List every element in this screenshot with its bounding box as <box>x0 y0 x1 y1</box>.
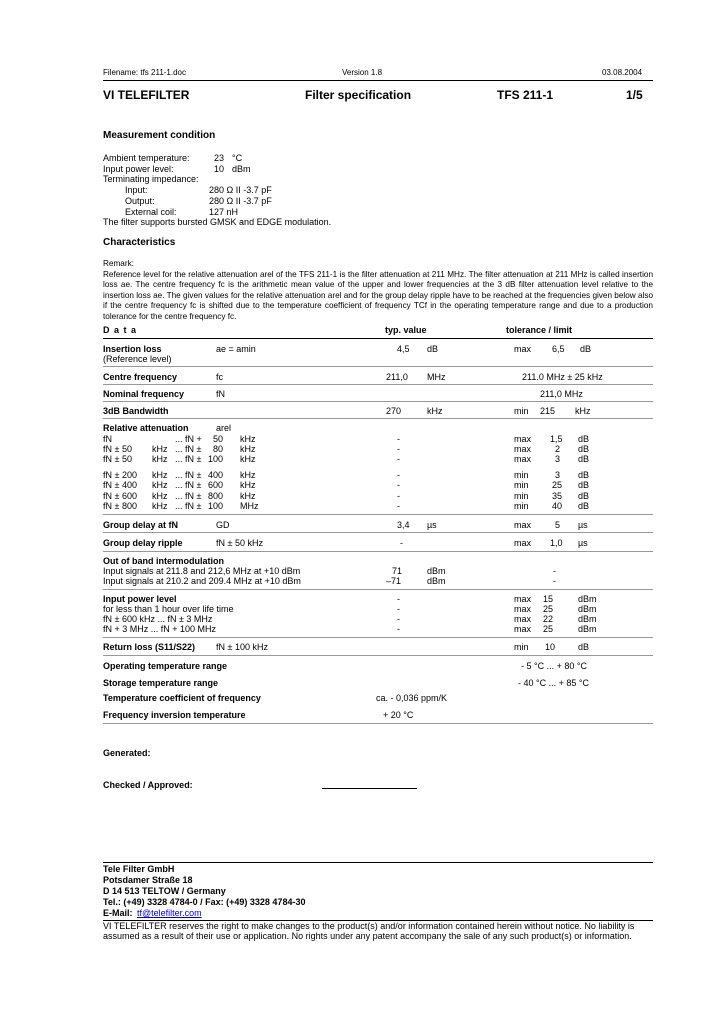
ambient-label: Ambient temperature: <box>103 153 190 163</box>
oob-row2-unit: dBm <box>427 576 446 586</box>
email-link[interactable]: tf@telefilter.com <box>137 908 202 918</box>
ipl-row2-limv: 25 <box>543 604 554 614</box>
email-label: E-Mail: <box>103 908 133 918</box>
rel-att-row1-d: kHz <box>240 434 256 444</box>
ipl-row1-typ: - <box>397 594 400 604</box>
insertion-loss-label: Insertion loss <box>103 344 162 354</box>
rel-att-row7-au: kHz <box>152 501 168 511</box>
part-number: TFS 211-1 <box>497 88 554 102</box>
nominal-freq-tol: 211,0 MHz <box>540 389 583 399</box>
rel-att-row4-b: ... fN ± <box>175 470 202 480</box>
checked-label: Checked / Approved: <box>103 780 193 790</box>
group-delay-limu: µs <box>578 520 588 530</box>
generated-label: Generated: <box>103 748 151 758</box>
ipl-row4-lim: max <box>514 624 532 634</box>
st-temp-tol: - 40 °C ... + 85 °C <box>518 678 589 688</box>
bandwidth-unit: kHz <box>427 406 443 416</box>
rel-att-row2-lim: max <box>514 444 532 454</box>
power-label: Input power level: <box>103 164 174 174</box>
oob-row1-text: Input signals at 211.8 and 212,6 MHz at +10 dBm <box>103 566 301 576</box>
footer-rule <box>103 862 653 863</box>
insertion-loss-unit: dB <box>427 344 439 354</box>
company-street: Potsdamer Straße 18 <box>103 875 193 885</box>
rel-att-row5-lim: min <box>514 480 529 490</box>
rel-att-row5-d: kHz <box>240 480 256 490</box>
rel-att-row4-limv: 3 <box>555 470 561 480</box>
rel-att-row6-limv: 35 <box>552 491 563 501</box>
centre-freq-label: Centre frequency <box>103 372 178 382</box>
bandwidth-typ: 270 <box>386 406 402 416</box>
gd-ripple-limu: µs <box>578 538 588 548</box>
rel-att-row6-typ: - <box>397 491 400 501</box>
col-data: D a t a <box>103 325 138 335</box>
tc-typ: ca. - 0,036 ppm/K <box>376 693 448 703</box>
ipl-row4-text: fN + 3 MHz ... fN + 100 MHz <box>103 624 217 634</box>
insertion-loss-sym: ae = amin <box>216 344 256 354</box>
input-label: Input: <box>125 185 148 195</box>
rel-att-row3-c: 100 <box>208 454 224 464</box>
ipl-row2-limu: dBm <box>578 604 597 614</box>
fit-typ: + 20 °C <box>383 710 414 720</box>
characteristics-title: Characteristics <box>103 237 176 248</box>
rel-att-row7-b: ... fN ± <box>175 501 202 511</box>
return-loss-lim: min <box>514 642 529 652</box>
ipl-row1-lim: max <box>514 594 532 604</box>
rel-att-row1-a: fN <box>103 434 112 444</box>
gd-ripple-limv: 1,0 <box>550 538 563 548</box>
rel-att-row7-limv: 40 <box>552 501 563 511</box>
gd-ripple-typ: - <box>400 538 403 548</box>
insertion-loss-sub: (Reference level) <box>103 354 172 364</box>
return-loss-limu: dB <box>578 642 590 652</box>
rel-att-row6-lim: min <box>514 491 529 501</box>
rel-att-label: Relative attenuation <box>103 423 189 433</box>
header-rule <box>103 80 653 81</box>
gd-ripple-label: Group delay ripple <box>103 538 183 548</box>
group-delay-sym: GD <box>216 520 230 530</box>
bandwidth-limv: 215 <box>540 406 556 416</box>
rel-att-row2-au: kHz <box>152 444 168 454</box>
ipl-row3-text: fN ± 600 kHz ... fN ± 3 MHz <box>103 614 213 624</box>
doc-title: Filter specification <box>305 88 412 102</box>
ambient-unit: °C <box>232 153 243 163</box>
rel-att-row4-au: kHz <box>152 470 168 480</box>
power-value: 10 <box>214 164 225 174</box>
rel-att-row5-limu: dB <box>578 480 590 490</box>
insertion-loss-lim: max <box>514 344 532 354</box>
rel-att-row3-b: ... fN ± <box>175 454 202 464</box>
row-rule <box>103 514 653 515</box>
oob-row2-lim: - <box>553 576 556 586</box>
gd-ripple-sym: fN ± 50 kHz <box>216 538 263 548</box>
rel-att-row1-limu: dB <box>578 434 590 444</box>
centre-freq-sym: fc <box>216 372 224 382</box>
rel-att-row2-c: 80 <box>213 444 224 454</box>
rel-att-row7-d: MHz <box>240 501 259 511</box>
row-rule <box>103 532 653 533</box>
ipl-row1-limv: 15 <box>543 594 554 604</box>
row-rule <box>103 589 653 590</box>
filename: Filename: tfs 211-1.doc <box>103 68 187 77</box>
rel-att-row7-typ: - <box>397 501 400 511</box>
ipl-row3-lim: max <box>514 614 532 624</box>
remark-label: Remark: <box>103 259 134 268</box>
ipl-row2-typ: - <box>397 604 400 614</box>
bandwidth-limu: kHz <box>575 406 591 416</box>
page-number: 1/5 <box>626 88 643 102</box>
ipl-row3-limv: 22 <box>543 614 554 624</box>
row-rule <box>103 637 653 638</box>
centre-freq-tol: 211.0 MHz ± 25 kHz <box>522 372 603 382</box>
rel-att-row3-lim: max <box>514 454 532 464</box>
oob-row1-unit: dBm <box>427 566 446 576</box>
output-label: Output: <box>125 196 155 206</box>
rel-att-row7-lim: min <box>514 501 529 511</box>
op-temp-tol: - 5 °C ... + 80 °C <box>521 661 587 671</box>
company-name: Tele Filter GmbH <box>103 864 175 874</box>
oob-row2-text: Input signals at 210.2 and 209.4 MHz at +10 dBm <box>103 576 301 586</box>
ipl-row2-text: for less than 1 hour over life time <box>103 604 234 614</box>
oob-row1-lim: - <box>553 566 556 576</box>
rel-att-row6-c: 800 <box>208 491 224 501</box>
rel-att-row6-limu: dB <box>578 491 590 501</box>
rel-att-row3-limu: dB <box>578 454 590 464</box>
measurement-title: Measurement condition <box>103 130 216 141</box>
company-phone: Tel.: (+49) 3328 4784-0 / Fax: (+49) 3328 4784-30 <box>103 897 306 907</box>
rel-att-row6-a: fN ± 600 <box>103 491 137 501</box>
disclaimer: VI TELEFILTER reserves the right to make changes to the product(s) and/or information contained herein without notice. No liability is assumed as a result of their use or application. No rights under any patent accompany the sale of any such product(s) or information. <box>103 921 635 941</box>
rel-att-sym: arel <box>216 423 232 433</box>
rel-att-row4-c: 400 <box>208 470 224 480</box>
gd-ripple-lim: max <box>514 538 532 548</box>
row-rule <box>103 366 653 367</box>
rel-att-row2-b: ... fN ± <box>175 444 202 454</box>
centre-freq-unit: MHz <box>427 372 446 382</box>
rel-att-row2-limv: 2 <box>555 444 561 454</box>
row-rule <box>103 418 653 419</box>
rel-att-row1-typ: - <box>397 434 400 444</box>
row-rule <box>103 723 653 724</box>
rel-att-row2-typ: - <box>397 444 400 454</box>
rel-att-row1-b: ... fN + <box>175 434 202 444</box>
rel-att-row2-limu: dB <box>578 444 590 454</box>
rel-att-row3-a: fN ± 50 <box>103 454 132 464</box>
tc-label: Temperature coefficient of frequency <box>103 693 261 703</box>
impedance-label: Terminating impedance: <box>103 174 199 184</box>
table-rule <box>103 338 653 339</box>
rel-att-row1-c: 50 <box>213 434 224 444</box>
row-rule <box>103 384 653 385</box>
rel-att-row4-a: fN ± 200 <box>103 470 137 480</box>
insertion-loss-typ: 4,5 <box>397 344 410 354</box>
remark-block <box>103 259 653 322</box>
rel-att-row3-limv: 3 <box>555 454 561 464</box>
row-rule <box>103 401 653 402</box>
st-temp-label: Storage temperature range <box>103 678 219 688</box>
group-delay-lim: max <box>514 520 532 530</box>
insertion-loss-limu: dB <box>580 344 592 354</box>
rel-att-row3-typ: - <box>397 454 400 464</box>
oob-label: Out of band intermodulation <box>103 556 224 566</box>
bandwidth-lim: min <box>514 406 529 416</box>
rel-att-row6-d: kHz <box>240 491 256 501</box>
return-loss-sym: fN ± 100 kHz <box>216 642 268 652</box>
rel-att-row6-au: kHz <box>152 491 168 501</box>
version: Version 1.8 <box>342 68 383 77</box>
brand: VI TELEFILTER <box>103 88 190 102</box>
ipl-row3-limu: dBm <box>578 614 597 624</box>
modulation-note: The filter supports bursted GMSK and EDGE modulation. <box>103 217 332 227</box>
group-delay-label: Group delay at fN <box>103 520 179 530</box>
ipl-row3-typ: - <box>397 614 400 624</box>
rel-att-row5-au: kHz <box>152 480 168 490</box>
rel-att-row2-a: fN ± 50 <box>103 444 132 454</box>
col-typ: typ. value <box>385 325 427 335</box>
rel-att-row5-a: fN ± 400 <box>103 480 137 490</box>
oob-row1-typ: 71 <box>392 566 403 576</box>
nominal-freq-label: Nominal frequency <box>103 389 185 399</box>
rel-att-row4-limu: dB <box>578 470 590 480</box>
ipl-row4-limv: 25 <box>543 624 554 634</box>
ipl-label: Input power level <box>103 594 177 604</box>
return-loss-limv: 10 <box>545 642 556 652</box>
row-rule <box>103 655 653 656</box>
rel-att-row5-typ: - <box>397 480 400 490</box>
group-delay-limv: 5 <box>555 520 561 530</box>
return-loss-label: Return loss (S11/S22) <box>103 642 196 652</box>
power-unit: dBm <box>232 164 251 174</box>
rel-att-row1-lim: max <box>514 434 532 444</box>
rel-att-row4-typ: - <box>397 470 400 480</box>
group-delay-typ: 3,4 <box>397 520 410 530</box>
group-delay-unit: µs <box>427 520 437 530</box>
rel-att-row4-d: kHz <box>240 470 256 480</box>
coil-value: 127 nH <box>209 207 239 217</box>
rel-att-row5-b: ... fN ± <box>175 480 202 490</box>
nominal-freq-sym: fN <box>216 389 225 399</box>
ipl-row1-limu: dBm <box>578 594 597 604</box>
date: 03.08.2004 <box>602 68 643 77</box>
output-value: 280 Ω II -3.7 pF <box>209 196 272 206</box>
col-tol: tolerance / limit <box>506 325 573 335</box>
rel-att-row5-limv: 25 <box>552 480 563 490</box>
centre-freq-typ: 211,0 <box>386 372 408 382</box>
input-value: 280 Ω II -3.7 pF <box>209 185 272 195</box>
rel-att-row4-lim: min <box>514 470 529 480</box>
oob-row2-typ: –71 <box>386 576 402 586</box>
ipl-row2-lim: max <box>514 604 532 614</box>
rel-att-row7-c: 100 <box>208 501 224 511</box>
company-city: D 14 513 TELTOW / Germany <box>103 886 226 896</box>
rel-att-row7-a: fN ± 800 <box>103 501 137 511</box>
rel-att-row3-au: kHz <box>152 454 168 464</box>
ipl-row4-typ: - <box>397 624 400 634</box>
row-rule <box>103 551 653 552</box>
remark-text: Reference level for the relative attenuation arel of the TFS 211-1 is the filter attenuation at 211 MHz. The filter attenuation at 211 MHz is called insertion loss ae. The centre frequency fc is the arithmetic mean value of the upper and lower frequencies at the 3 dB filter attenuation level relative to the insertion loss ae. The given values for the relative attenuation arel and for the group delay ripple have to be reached at the frequencies given below also if the centre frequency fc is shifted due to the temperature coefficient of frequency TCf in the operating temperature range and due to a production tolerance for the centre frequency fc. <box>103 269 653 321</box>
rel-att-row5-c: 600 <box>208 480 224 490</box>
fit-label: Frequency inversion temperature <box>103 710 246 720</box>
ambient-value: 23 <box>214 153 225 163</box>
bandwidth-label: 3dB Bandwidth <box>103 406 169 416</box>
rel-att-row2-d: kHz <box>240 444 256 454</box>
rel-att-row3-d: kHz <box>240 454 256 464</box>
insertion-loss-limv: 6,5 <box>552 344 565 354</box>
rel-att-row6-b: ... fN ± <box>175 491 202 501</box>
coil-label: External coil: <box>125 207 177 217</box>
ipl-row4-limu: dBm <box>578 624 597 634</box>
op-temp-label: Operating temperature range <box>103 661 228 671</box>
signature-line <box>322 788 417 789</box>
rel-att-row7-limu: dB <box>578 501 590 511</box>
rel-att-row1-limv: 1,5 <box>550 434 563 444</box>
